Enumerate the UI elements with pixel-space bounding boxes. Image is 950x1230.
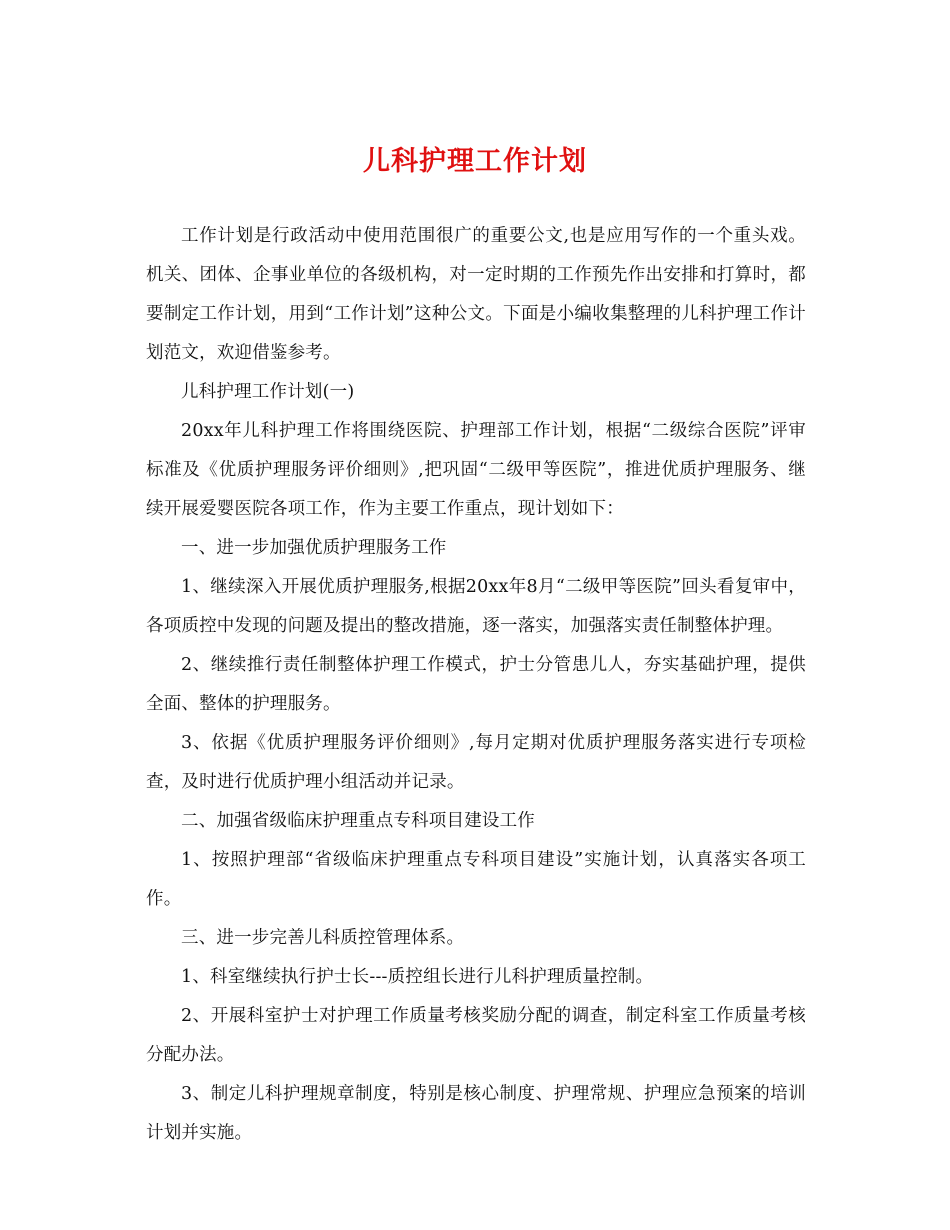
section-heading-1: 一、进一步加强优质护理服务工作 — [181, 538, 447, 558]
paragraph-intro: 工作计划是行政活动中使用范围很广的重要公文,也是应用写作的一个重头戏。机关、团体、企事业单位的各级机构，对一定时期的工作预先作出安排和打算时，都要制定工作计划，用到“工作计划”这种公文。下面是小编收集整理的儿科护理工作计划范文，欢迎借鉴参考。 — [146, 226, 806, 363]
section-3-item-2: 2、开展科室护士对护理工作质量考核奖励分配的调查，制定科室工作质量考核分配办法。 — [146, 1006, 806, 1065]
paragraph-plan-heading: 儿科护理工作计划(一) — [181, 382, 355, 402]
document-body — [146, 217, 806, 1153]
section-1-item-2: 2、继续推行责任制整体护理工作模式，护士分管患儿人，夯实基础护理，提供全面、整体的护理服务。 — [146, 655, 806, 714]
document-title: 儿科护理工作计划 — [363, 146, 587, 177]
section-1-item-1: 1、继续深入开展优质护理服务,根据20xx年8月“二级甲等医院”回头看复审中，各项质控中发现的问题及提出的整改措施，逐一落实，加强落实责任制整体护理。 — [146, 577, 806, 636]
section-heading-2: 二、加强省级临床护理重点专科项目建设工作 — [181, 811, 535, 831]
section-heading-3: 三、进一步完善儿科质控管理体系。 — [181, 928, 465, 948]
paragraph-plan-overview: 20xx年儿科护理工作将围绕医院、护理部工作计划，根据“二级综合医院”评审标准及《优质护理服务评价细则》,把巩固“二级甲等医院”，推进优质护理服务、继续开展爱婴医院各项工作，作为主要工作重点，现计划如下： — [146, 421, 806, 519]
section-3-item-3: 3、制定儿科护理规章制度，特别是核心制度、护理常规、护理应急预案的培训计划并实施。 — [146, 1084, 806, 1143]
section-2-item-1: 1、按照护理部“省级临床护理重点专科项目建设”实施计划，认真落实各项工作。 — [146, 850, 806, 909]
section-3-item-1: 1、科室继续执行护士长---质控组长进行儿科护理质量控制。 — [181, 967, 654, 987]
section-1-item-3: 3、依据《优质护理服务评价细则》,每月定期对优质护理服务落实进行专项检查，及时进行优质护理小组活动并记录。 — [146, 733, 806, 792]
